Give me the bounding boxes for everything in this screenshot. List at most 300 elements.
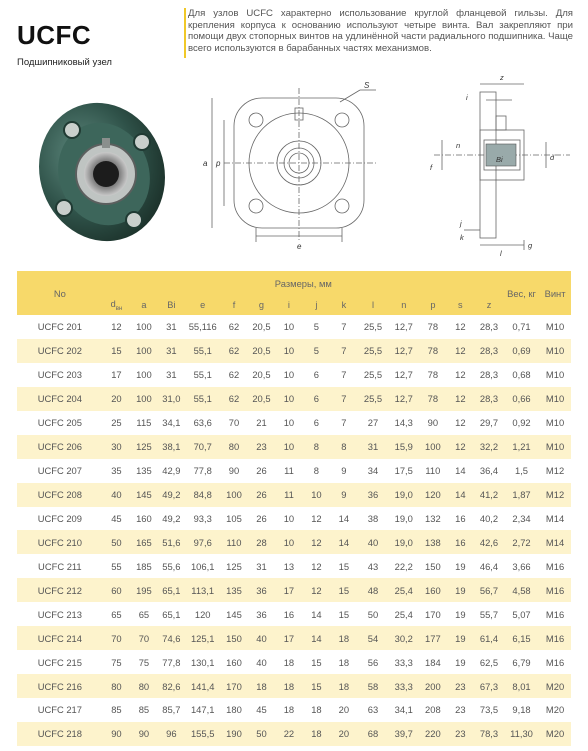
table-cell: 8,01 bbox=[504, 674, 539, 698]
row-model-name: UCFC 214 bbox=[17, 626, 103, 650]
table-cell: 170 bbox=[419, 602, 446, 626]
table-cell: 55,6 bbox=[158, 554, 185, 578]
table-cell: 4,58 bbox=[504, 578, 539, 602]
table-cell: 12 bbox=[447, 411, 474, 435]
table-cell: 113,1 bbox=[185, 578, 220, 602]
table-cell: M10 bbox=[539, 435, 571, 459]
table-cell: 85,7 bbox=[158, 698, 185, 722]
table-cell: 31 bbox=[248, 554, 275, 578]
table-cell: 106,1 bbox=[185, 554, 220, 578]
table-cell: 8 bbox=[303, 459, 330, 483]
table-cell: 75 bbox=[103, 650, 130, 674]
table-row bbox=[17, 698, 571, 722]
table-cell: 12,7 bbox=[388, 339, 419, 363]
table-cell: 50 bbox=[358, 602, 389, 626]
dim-label-n: n bbox=[456, 141, 461, 150]
table-cell: 25,5 bbox=[358, 363, 389, 387]
table-cell: 14 bbox=[330, 507, 357, 531]
table-cell: 55,1 bbox=[185, 363, 220, 387]
table-row bbox=[17, 722, 571, 746]
table-cell: 5 bbox=[303, 315, 330, 339]
table-cell: 45 bbox=[103, 507, 130, 531]
table-cell: 25,4 bbox=[388, 578, 419, 602]
table-cell: 40 bbox=[358, 530, 389, 554]
table-cell: M16 bbox=[539, 578, 571, 602]
table-cell: 11 bbox=[275, 483, 302, 507]
table-cell: 15 bbox=[303, 650, 330, 674]
table-cell: 82,6 bbox=[158, 674, 185, 698]
table-cell: 110 bbox=[419, 459, 446, 483]
dim-label-i: i bbox=[466, 93, 468, 102]
table-cell: 138 bbox=[419, 530, 446, 554]
table-cell: 12 bbox=[103, 315, 130, 339]
table-cell: 180 bbox=[220, 698, 247, 722]
table-cell: 100 bbox=[130, 387, 157, 411]
table-cell: 60 bbox=[103, 578, 130, 602]
col-header-k: k bbox=[330, 295, 357, 315]
table-cell: 26 bbox=[248, 459, 275, 483]
table-cell: 16 bbox=[447, 507, 474, 531]
table-cell: 90 bbox=[220, 459, 247, 483]
table-cell: 55,1 bbox=[185, 387, 220, 411]
col-header-no: No bbox=[17, 271, 103, 315]
dim-label-k: k bbox=[460, 233, 464, 242]
col-header-n: n bbox=[388, 295, 419, 315]
table-cell: 25,5 bbox=[358, 339, 389, 363]
table-cell: M10 bbox=[539, 339, 571, 363]
table-cell: 12 bbox=[303, 507, 330, 531]
table-cell: 70 bbox=[220, 411, 247, 435]
table-cell: 28,3 bbox=[474, 363, 504, 387]
dim-label-e: e bbox=[297, 242, 302, 251]
table-cell: 1,5 bbox=[504, 459, 539, 483]
row-model-name: UCFC 213 bbox=[17, 602, 103, 626]
table-cell: 17 bbox=[275, 626, 302, 650]
specs-table bbox=[17, 271, 571, 746]
table-cell: 36 bbox=[248, 602, 275, 626]
table-cell: 7 bbox=[330, 315, 357, 339]
table-cell: 19 bbox=[447, 650, 474, 674]
table-cell: 9 bbox=[330, 483, 357, 507]
table-row bbox=[17, 435, 571, 459]
table-cell: 19 bbox=[447, 554, 474, 578]
table-cell: 10 bbox=[275, 435, 302, 459]
table-cell: 6 bbox=[303, 411, 330, 435]
page-title: UCFC bbox=[17, 20, 92, 50]
table-cell: 43 bbox=[358, 554, 389, 578]
table-cell: 29,7 bbox=[474, 411, 504, 435]
table-cell: 65,1 bbox=[158, 602, 185, 626]
table-cell: 77,8 bbox=[158, 650, 185, 674]
table-cell: 7 bbox=[330, 339, 357, 363]
table-cell: 10 bbox=[275, 315, 302, 339]
table-cell: 120 bbox=[419, 483, 446, 507]
table-cell: 14,3 bbox=[388, 411, 419, 435]
table-cell: 70 bbox=[130, 626, 157, 650]
table-cell: M20 bbox=[539, 674, 571, 698]
table-cell: 23 bbox=[447, 674, 474, 698]
table-cell: 7 bbox=[330, 363, 357, 387]
table-cell: 14 bbox=[303, 602, 330, 626]
table-cell: 49,2 bbox=[158, 507, 185, 531]
table-cell: 135 bbox=[220, 578, 247, 602]
description-text: Для узлов UCFC характерно использование круглой фланцевой гильзы. Для крепления корпуса к основанию используют четыре винта. Вал закрепляют при помощи двух стопорных винтов на удлинённой части радиального подшипника. Чаще всего используются в барабанных частях механизмов. bbox=[188, 8, 573, 54]
table-cell: 49,2 bbox=[158, 483, 185, 507]
table-cell: 0,71 bbox=[504, 315, 539, 339]
table-row bbox=[17, 459, 571, 483]
table-cell: 125 bbox=[130, 435, 157, 459]
table-cell: 1,21 bbox=[504, 435, 539, 459]
table-cell: 19,0 bbox=[388, 507, 419, 531]
table-cell: 10 bbox=[275, 507, 302, 531]
table-cell: 18 bbox=[330, 674, 357, 698]
table-cell: 19 bbox=[447, 578, 474, 602]
table-cell: 36 bbox=[358, 483, 389, 507]
table-cell: 62 bbox=[220, 315, 247, 339]
front-view-drawing bbox=[190, 82, 390, 257]
table-cell: 45 bbox=[248, 698, 275, 722]
table-cell: M16 bbox=[539, 650, 571, 674]
table-cell: 20 bbox=[330, 698, 357, 722]
table-cell: M10 bbox=[539, 315, 571, 339]
table-cell: 80 bbox=[103, 674, 130, 698]
table-cell: 46,4 bbox=[474, 554, 504, 578]
table-cell: 25,5 bbox=[358, 387, 389, 411]
table-cell: 130,1 bbox=[185, 650, 220, 674]
table-cell: 28,3 bbox=[474, 315, 504, 339]
table-cell: 38 bbox=[358, 507, 389, 531]
table-cell: 90 bbox=[130, 722, 157, 746]
table-cell: 19,0 bbox=[388, 483, 419, 507]
table-cell: 42,9 bbox=[158, 459, 185, 483]
table-cell: 62 bbox=[220, 339, 247, 363]
table-cell: 42,6 bbox=[474, 530, 504, 554]
table-cell: 56 bbox=[358, 650, 389, 674]
table-cell: 15 bbox=[330, 602, 357, 626]
table-cell: 17 bbox=[103, 363, 130, 387]
col-header-d: $d_{вн}$ bbox=[103, 295, 130, 315]
table-cell: 55,7 bbox=[474, 602, 504, 626]
dim-label-d: d bbox=[550, 153, 555, 162]
table-cell: 14 bbox=[303, 626, 330, 650]
table-cell: 62,5 bbox=[474, 650, 504, 674]
table-row bbox=[17, 602, 571, 626]
row-model-name: UCFC 203 bbox=[17, 363, 103, 387]
table-cell: 14 bbox=[330, 530, 357, 554]
table-cell: 65 bbox=[130, 602, 157, 626]
table-cell: 8 bbox=[330, 435, 357, 459]
row-model-name: UCFC 218 bbox=[17, 722, 103, 746]
table-cell: 78 bbox=[419, 363, 446, 387]
table-cell: 33,3 bbox=[388, 674, 419, 698]
table-cell: 78 bbox=[419, 339, 446, 363]
row-model-name: UCFC 201 bbox=[17, 315, 103, 339]
table-cell: 63,6 bbox=[185, 411, 220, 435]
table-cell: 74,6 bbox=[158, 626, 185, 650]
table-cell: 100 bbox=[130, 339, 157, 363]
col-header-screw: Винт bbox=[539, 271, 571, 315]
table-cell: 55,1 bbox=[185, 339, 220, 363]
table-cell: 40 bbox=[103, 483, 130, 507]
table-cell: 17 bbox=[275, 578, 302, 602]
table-cell: 8 bbox=[303, 435, 330, 459]
table-cell: 23 bbox=[447, 722, 474, 746]
table-cell: 40,2 bbox=[474, 507, 504, 531]
table-cell: 85 bbox=[130, 698, 157, 722]
col-group-dimensions: Размеры, мм bbox=[103, 271, 504, 295]
col-header-p: p bbox=[419, 295, 446, 315]
col-header-weight: Вес, кг bbox=[504, 271, 539, 315]
table-cell: 11 bbox=[275, 459, 302, 483]
table-cell: 145 bbox=[130, 483, 157, 507]
table-cell: M20 bbox=[539, 722, 571, 746]
table-cell: 15,9 bbox=[388, 435, 419, 459]
row-model-name: UCFC 202 bbox=[17, 339, 103, 363]
table-cell: 38,1 bbox=[158, 435, 185, 459]
table-cell: 7 bbox=[330, 411, 357, 435]
row-model-name: UCFC 208 bbox=[17, 483, 103, 507]
table-cell: 65,1 bbox=[158, 578, 185, 602]
table-cell: 0,66 bbox=[504, 387, 539, 411]
table-cell: 65 bbox=[103, 602, 130, 626]
table-cell: 25 bbox=[103, 411, 130, 435]
table-cell: 40 bbox=[248, 650, 275, 674]
dim-label-j: j bbox=[460, 219, 462, 228]
table-cell: 110 bbox=[220, 530, 247, 554]
table-cell: 34,1 bbox=[158, 411, 185, 435]
table-cell: 20,5 bbox=[248, 315, 275, 339]
description-accent-bar bbox=[184, 8, 186, 58]
table-cell: 11,30 bbox=[504, 722, 539, 746]
table-row bbox=[17, 339, 571, 363]
dim-label-f: f bbox=[430, 163, 433, 172]
table-cell: 18 bbox=[330, 626, 357, 650]
table-cell: 31 bbox=[358, 435, 389, 459]
table-cell: 141,4 bbox=[185, 674, 220, 698]
table-cell: 25,4 bbox=[388, 602, 419, 626]
row-model-name: UCFC 205 bbox=[17, 411, 103, 435]
table-cell: 155,5 bbox=[185, 722, 220, 746]
table-cell: M10 bbox=[539, 411, 571, 435]
table-cell: M12 bbox=[539, 459, 571, 483]
table-cell: 55,116 bbox=[185, 315, 220, 339]
table-cell: 190 bbox=[220, 722, 247, 746]
table-cell: 20 bbox=[330, 722, 357, 746]
table-cell: 85 bbox=[103, 698, 130, 722]
table-row bbox=[17, 411, 571, 435]
table-cell: 0,92 bbox=[504, 411, 539, 435]
table-cell: 100 bbox=[419, 435, 446, 459]
table-cell: 14 bbox=[447, 459, 474, 483]
table-cell: 33,3 bbox=[388, 650, 419, 674]
table-cell: 132 bbox=[419, 507, 446, 531]
table-cell: 220 bbox=[419, 722, 446, 746]
table-cell: 23 bbox=[447, 698, 474, 722]
table-cell: 20,5 bbox=[248, 363, 275, 387]
table-cell: 27 bbox=[358, 411, 389, 435]
table-cell: M14 bbox=[539, 507, 571, 531]
table-cell: 28,3 bbox=[474, 339, 504, 363]
table-cell: 160 bbox=[419, 578, 446, 602]
table-cell: 55 bbox=[103, 554, 130, 578]
table-cell: 31 bbox=[158, 339, 185, 363]
table-cell: 35 bbox=[103, 459, 130, 483]
table-cell: 28,3 bbox=[474, 387, 504, 411]
table-cell: 3,66 bbox=[504, 554, 539, 578]
row-model-name: UCFC 209 bbox=[17, 507, 103, 531]
row-model-name: UCFC 216 bbox=[17, 674, 103, 698]
table-cell: 16 bbox=[275, 602, 302, 626]
table-cell: M16 bbox=[539, 626, 571, 650]
table-cell: 19,0 bbox=[388, 530, 419, 554]
table-cell: 17,5 bbox=[388, 459, 419, 483]
table-cell: 36 bbox=[248, 578, 275, 602]
table-cell: 14 bbox=[447, 483, 474, 507]
table-cell: 80 bbox=[130, 674, 157, 698]
table-cell: 125 bbox=[220, 554, 247, 578]
table-cell: 10 bbox=[303, 483, 330, 507]
table-cell: 75 bbox=[130, 650, 157, 674]
table-cell: 21 bbox=[248, 411, 275, 435]
table-cell: 150 bbox=[220, 626, 247, 650]
row-model-name: UCFC 204 bbox=[17, 387, 103, 411]
specs-table-body bbox=[17, 315, 571, 746]
table-cell: 100 bbox=[220, 483, 247, 507]
table-row bbox=[17, 483, 571, 507]
col-header-bi: Bi bbox=[158, 295, 185, 315]
col-header-z: z bbox=[474, 295, 504, 315]
table-cell: 115 bbox=[130, 411, 157, 435]
table-cell: 56,7 bbox=[474, 578, 504, 602]
table-cell: 160 bbox=[130, 507, 157, 531]
row-model-name: UCFC 210 bbox=[17, 530, 103, 554]
table-cell: 147,1 bbox=[185, 698, 220, 722]
table-cell: 18 bbox=[275, 698, 302, 722]
table-cell: 78 bbox=[419, 387, 446, 411]
table-cell: 125,1 bbox=[185, 626, 220, 650]
table-cell: 54 bbox=[358, 626, 389, 650]
table-cell: 31 bbox=[158, 363, 185, 387]
table-cell: 22,2 bbox=[388, 554, 419, 578]
page-subtitle: Подшипниковый узел bbox=[17, 57, 112, 68]
table-cell: 51,6 bbox=[158, 530, 185, 554]
table-cell: 100 bbox=[130, 363, 157, 387]
table-cell: 96 bbox=[158, 722, 185, 746]
table-cell: 41,2 bbox=[474, 483, 504, 507]
dim-label-z: z bbox=[500, 73, 504, 82]
table-cell: 61,4 bbox=[474, 626, 504, 650]
table-cell: 120 bbox=[185, 602, 220, 626]
row-model-name: UCFC 217 bbox=[17, 698, 103, 722]
table-cell: 20,5 bbox=[248, 339, 275, 363]
table-cell: 6,15 bbox=[504, 626, 539, 650]
table-cell: 13 bbox=[275, 554, 302, 578]
table-cell: 9,18 bbox=[504, 698, 539, 722]
table-cell: 145 bbox=[220, 602, 247, 626]
table-cell: 22 bbox=[275, 722, 302, 746]
table-cell: M14 bbox=[539, 530, 571, 554]
table-cell: 90 bbox=[419, 411, 446, 435]
table-cell: 160 bbox=[220, 650, 247, 674]
table-cell: 73,5 bbox=[474, 698, 504, 722]
table-cell: 62 bbox=[220, 387, 247, 411]
table-row bbox=[17, 650, 571, 674]
col-header-l: l bbox=[358, 295, 389, 315]
table-row bbox=[17, 626, 571, 650]
table-cell: 105 bbox=[220, 507, 247, 531]
col-header-a: a bbox=[130, 295, 157, 315]
table-cell: 12 bbox=[303, 554, 330, 578]
table-cell: 6,79 bbox=[504, 650, 539, 674]
dim-label-s: S bbox=[364, 82, 370, 90]
table-cell: 40 bbox=[248, 626, 275, 650]
table-cell: 36,4 bbox=[474, 459, 504, 483]
table-row bbox=[17, 363, 571, 387]
product-photo bbox=[24, 90, 174, 250]
table-cell: M16 bbox=[539, 554, 571, 578]
table-cell: M10 bbox=[539, 363, 571, 387]
col-header-j: j bbox=[303, 295, 330, 315]
table-cell: 31,0 bbox=[158, 387, 185, 411]
table-cell: 68 bbox=[358, 722, 389, 746]
table-cell: 185 bbox=[130, 554, 157, 578]
table-cell: 97,6 bbox=[185, 530, 220, 554]
dim-label-a: a bbox=[203, 159, 208, 168]
table-row bbox=[17, 578, 571, 602]
table-cell: 5 bbox=[303, 339, 330, 363]
table-cell: 150 bbox=[419, 554, 446, 578]
table-cell: M12 bbox=[539, 483, 571, 507]
table-cell: 84,8 bbox=[185, 483, 220, 507]
table-cell: 26 bbox=[248, 507, 275, 531]
table-cell: 25,5 bbox=[358, 315, 389, 339]
table-cell: 15 bbox=[330, 578, 357, 602]
row-model-name: UCFC 211 bbox=[17, 554, 103, 578]
table-cell: 9 bbox=[330, 459, 357, 483]
table-cell: 18 bbox=[303, 698, 330, 722]
table-cell: 77,8 bbox=[185, 459, 220, 483]
table-cell: 50 bbox=[103, 530, 130, 554]
table-cell: 15 bbox=[330, 554, 357, 578]
table-row bbox=[17, 530, 571, 554]
table-row bbox=[17, 554, 571, 578]
table-cell: 10 bbox=[275, 411, 302, 435]
row-model-name: UCFC 206 bbox=[17, 435, 103, 459]
table-cell: 12,7 bbox=[388, 315, 419, 339]
table-cell: 39,7 bbox=[388, 722, 419, 746]
table-cell: 10 bbox=[275, 387, 302, 411]
dim-label-bi: Bi bbox=[496, 155, 503, 164]
table-cell: 184 bbox=[419, 650, 446, 674]
table-cell: 63 bbox=[358, 698, 389, 722]
table-cell: 78,3 bbox=[474, 722, 504, 746]
table-cell: 62 bbox=[220, 363, 247, 387]
table-row bbox=[17, 507, 571, 531]
table-cell: 23 bbox=[248, 435, 275, 459]
table-cell: 70,7 bbox=[185, 435, 220, 459]
table-cell: 165 bbox=[130, 530, 157, 554]
table-cell: 2,34 bbox=[504, 507, 539, 531]
table-cell: 177 bbox=[419, 626, 446, 650]
table-cell: 6 bbox=[303, 387, 330, 411]
table-cell: 58 bbox=[358, 674, 389, 698]
specs-table-container bbox=[17, 271, 571, 746]
table-cell: 1,87 bbox=[504, 483, 539, 507]
table-cell: 195 bbox=[130, 578, 157, 602]
table-cell: 12 bbox=[447, 363, 474, 387]
table-cell: 10 bbox=[275, 530, 302, 554]
table-cell: 135 bbox=[130, 459, 157, 483]
